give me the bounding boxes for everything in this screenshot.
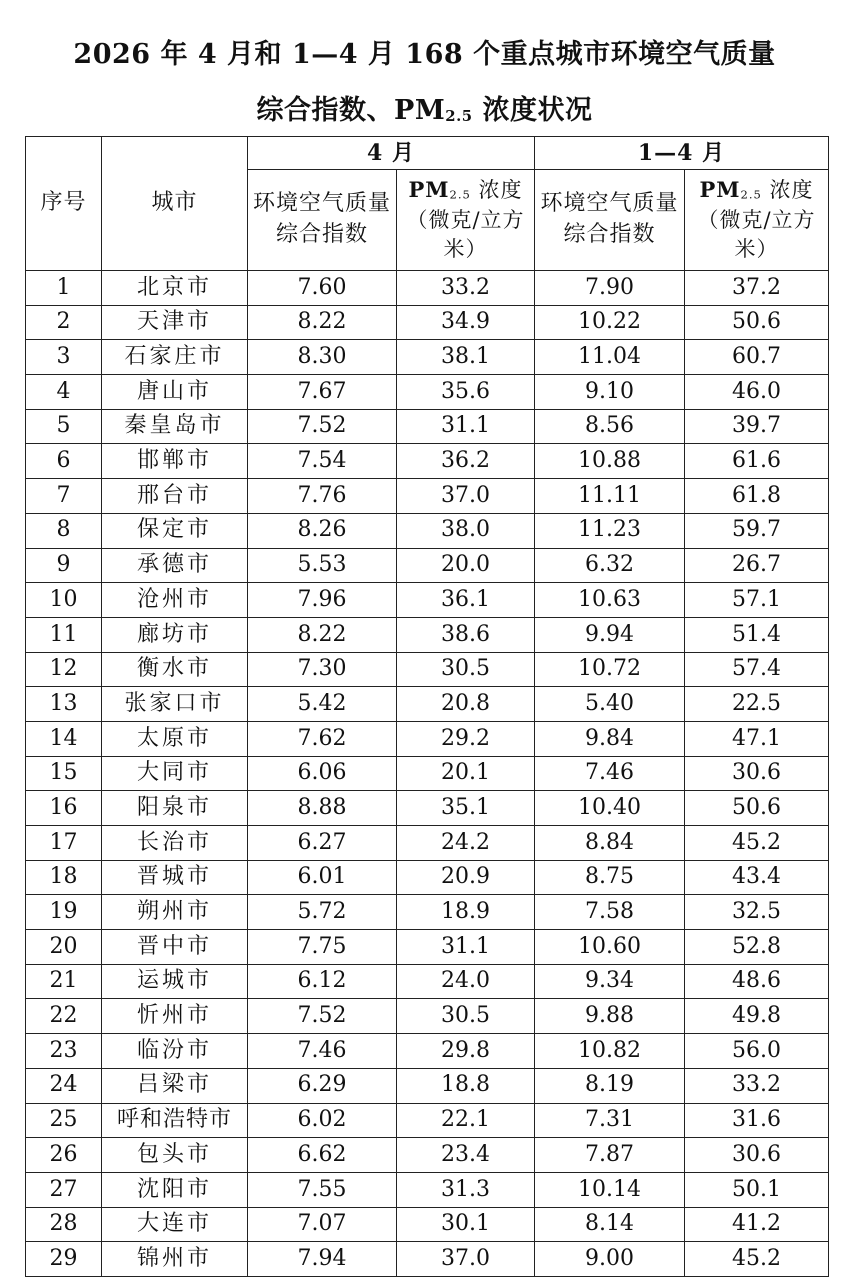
pm-label: PM — [699, 177, 741, 203]
cell-ytd-pm25: 61.8 — [685, 479, 829, 514]
cell-april-index: 7.60 — [248, 271, 397, 306]
cell-april-index: 5.42 — [248, 687, 397, 722]
pm-subscript: 2.5 — [449, 188, 471, 203]
cell-april-index: 7.55 — [248, 1172, 397, 1207]
cell-april-pm25: 30.5 — [397, 999, 535, 1034]
cell-ytd-index: 9.88 — [535, 999, 685, 1034]
cell-city: 朔州市 — [102, 895, 248, 930]
table-row — [26, 1138, 829, 1173]
table-row — [26, 375, 829, 410]
cell-city: 晋中市 — [102, 930, 248, 965]
cell-city: 太原市 — [102, 721, 248, 756]
cell-index: 8 — [26, 513, 102, 548]
cell-city: 廊坊市 — [102, 617, 248, 652]
cell-april-pm25: 36.2 — [397, 444, 535, 479]
cell-ytd-index: 8.14 — [535, 1207, 685, 1242]
header-index: 序号 — [26, 137, 102, 271]
cell-ytd-index: 11.11 — [535, 479, 685, 514]
table-row — [26, 548, 829, 583]
cell-april-index: 6.12 — [248, 964, 397, 999]
cell-ytd-pm25: 26.7 — [685, 548, 829, 583]
cell-index: 11 — [26, 617, 102, 652]
cell-april-pm25: 24.0 — [397, 964, 535, 999]
cell-ytd-index: 7.87 — [535, 1138, 685, 1173]
table-row — [26, 271, 829, 306]
table-row — [26, 756, 829, 791]
cell-ytd-index: 10.22 — [535, 305, 685, 340]
cell-ytd-index: 10.63 — [535, 583, 685, 618]
title-line2-prefix: 综合指数、PM — [256, 95, 446, 126]
header-april-pm25 — [397, 170, 535, 271]
cell-ytd-pm25: 61.6 — [685, 444, 829, 479]
cell-index: 4 — [26, 375, 102, 410]
table-row — [26, 964, 829, 999]
cell-index: 16 — [26, 791, 102, 826]
cell-ytd-index: 8.75 — [535, 860, 685, 895]
cell-ytd-index: 8.19 — [535, 1068, 685, 1103]
cell-april-index: 7.94 — [248, 1242, 397, 1277]
cell-city: 阳泉市 — [102, 791, 248, 826]
header-ytd-index: 环境空气质量综合指数 — [535, 170, 685, 271]
cell-april-pm25: 20.1 — [397, 756, 535, 791]
cell-ytd-pm25: 57.4 — [685, 652, 829, 687]
table-row — [26, 479, 829, 514]
table-body — [26, 271, 829, 1277]
cell-city: 邢台市 — [102, 479, 248, 514]
cell-april-pm25: 35.6 — [397, 375, 535, 410]
cell-april-index: 7.67 — [248, 375, 397, 410]
cell-ytd-index: 10.60 — [535, 930, 685, 965]
cell-april-pm25: 20.8 — [397, 687, 535, 722]
cell-ytd-pm25: 50.6 — [685, 791, 829, 826]
cell-city: 承德市 — [102, 548, 248, 583]
cell-april-index: 7.54 — [248, 444, 397, 479]
cell-index: 19 — [26, 895, 102, 930]
cell-april-index: 8.22 — [248, 305, 397, 340]
cell-ytd-pm25: 45.2 — [685, 1242, 829, 1277]
table-row — [26, 826, 829, 861]
cell-april-pm25: 31.1 — [397, 930, 535, 965]
cell-ytd-pm25: 30.6 — [685, 756, 829, 791]
cell-ytd-pm25: 59.7 — [685, 513, 829, 548]
cell-april-pm25: 35.1 — [397, 791, 535, 826]
cell-ytd-pm25: 50.6 — [685, 305, 829, 340]
cell-city: 秦皇岛市 — [102, 409, 248, 444]
header-april-index: 环境空气质量综合指数 — [248, 170, 397, 271]
header-ytd-pm25 — [685, 170, 829, 271]
cell-april-pm25: 34.9 — [397, 305, 535, 340]
cell-index: 28 — [26, 1207, 102, 1242]
cell-ytd-pm25: 46.0 — [685, 375, 829, 410]
table-row — [26, 617, 829, 652]
cell-ytd-pm25: 30.6 — [685, 1138, 829, 1173]
cell-ytd-pm25: 57.1 — [685, 583, 829, 618]
cell-ytd-pm25: 37.2 — [685, 271, 829, 306]
table-row — [26, 513, 829, 548]
cell-ytd-index: 8.56 — [535, 409, 685, 444]
cell-april-pm25: 36.1 — [397, 583, 535, 618]
cell-april-pm25: 31.3 — [397, 1172, 535, 1207]
cell-ytd-index: 9.84 — [535, 721, 685, 756]
table-row — [26, 340, 829, 375]
table-row — [26, 1207, 829, 1242]
cell-index: 14 — [26, 721, 102, 756]
table-header — [26, 137, 829, 271]
cell-index: 2 — [26, 305, 102, 340]
cell-april-pm25: 30.1 — [397, 1207, 535, 1242]
cell-april-index: 6.06 — [248, 756, 397, 791]
cell-april-pm25: 20.9 — [397, 860, 535, 895]
cell-index: 26 — [26, 1138, 102, 1173]
cell-city: 锦州市 — [102, 1242, 248, 1277]
cell-april-index: 8.26 — [248, 513, 397, 548]
cell-ytd-index: 7.90 — [535, 271, 685, 306]
cell-april-pm25: 33.2 — [397, 271, 535, 306]
cell-index: 24 — [26, 1068, 102, 1103]
header-group-jan-apr: 1—4 月 — [535, 137, 829, 170]
cell-april-index: 7.52 — [248, 409, 397, 444]
cell-april-pm25: 38.6 — [397, 617, 535, 652]
cell-city: 忻州市 — [102, 999, 248, 1034]
cell-april-pm25: 18.8 — [397, 1068, 535, 1103]
cell-index: 20 — [26, 930, 102, 965]
cell-index: 25 — [26, 1103, 102, 1138]
cell-ytd-index: 10.40 — [535, 791, 685, 826]
cell-ytd-index: 10.88 — [535, 444, 685, 479]
cell-april-pm25: 30.5 — [397, 652, 535, 687]
cell-ytd-index: 6.32 — [535, 548, 685, 583]
cell-april-index: 7.46 — [248, 1034, 397, 1069]
cell-april-pm25: 31.1 — [397, 409, 535, 444]
cell-city: 衡水市 — [102, 652, 248, 687]
cell-city: 石家庄市 — [102, 340, 248, 375]
table-row — [26, 930, 829, 965]
cell-index: 10 — [26, 583, 102, 618]
cell-city: 吕梁市 — [102, 1068, 248, 1103]
cell-city: 大连市 — [102, 1207, 248, 1242]
table-row — [26, 687, 829, 722]
cell-city: 大同市 — [102, 756, 248, 791]
table-row — [26, 409, 829, 444]
table-row — [26, 583, 829, 618]
cell-index: 29 — [26, 1242, 102, 1277]
cell-april-pm25: 37.0 — [397, 1242, 535, 1277]
page-title-line1: 2026 年 4 月和 1—4 月 168 个重点城市环境空气质量 — [73, 39, 776, 70]
cell-ytd-pm25: 56.0 — [685, 1034, 829, 1069]
cell-april-pm25: 38.0 — [397, 513, 535, 548]
cell-index: 1 — [26, 271, 102, 306]
table-row — [26, 1103, 829, 1138]
cell-april-pm25: 20.0 — [397, 548, 535, 583]
pm-subscript: 2.5 — [740, 188, 762, 203]
air-quality-table — [25, 136, 829, 1277]
cell-ytd-index: 5.40 — [535, 687, 685, 722]
cell-ytd-index: 10.14 — [535, 1172, 685, 1207]
cell-city: 邯郸市 — [102, 444, 248, 479]
table-row — [26, 895, 829, 930]
cell-ytd-pm25: 31.6 — [685, 1103, 829, 1138]
cell-city: 沈阳市 — [102, 1172, 248, 1207]
cell-city: 长治市 — [102, 826, 248, 861]
cell-index: 3 — [26, 340, 102, 375]
cell-ytd-pm25: 39.7 — [685, 409, 829, 444]
cell-ytd-index: 11.04 — [535, 340, 685, 375]
cell-ytd-index: 9.10 — [535, 375, 685, 410]
cell-index: 5 — [26, 409, 102, 444]
cell-city: 天津市 — [102, 305, 248, 340]
cell-april-index: 6.02 — [248, 1103, 397, 1138]
cell-ytd-pm25: 60.7 — [685, 340, 829, 375]
cell-ytd-index: 9.34 — [535, 964, 685, 999]
cell-ytd-index: 8.84 — [535, 826, 685, 861]
cell-april-index: 7.75 — [248, 930, 397, 965]
cell-april-index: 6.29 — [248, 1068, 397, 1103]
table-row — [26, 1068, 829, 1103]
title-line2-suffix: 浓度状况 — [472, 95, 593, 126]
cell-ytd-pm25: 22.5 — [685, 687, 829, 722]
cell-index: 21 — [26, 964, 102, 999]
cell-ytd-index: 10.72 — [535, 652, 685, 687]
table-row — [26, 999, 829, 1034]
table-row — [26, 305, 829, 340]
table-row — [26, 1034, 829, 1069]
cell-city: 沧州市 — [102, 583, 248, 618]
page-title-line2 — [0, 88, 849, 127]
table-row — [26, 1242, 829, 1277]
cell-index: 15 — [26, 756, 102, 791]
cell-index: 6 — [26, 444, 102, 479]
cell-index: 18 — [26, 860, 102, 895]
cell-april-index: 7.07 — [248, 1207, 397, 1242]
cell-april-pm25: 38.1 — [397, 340, 535, 375]
cell-index: 12 — [26, 652, 102, 687]
cell-april-pm25: 29.2 — [397, 721, 535, 756]
cell-city: 包头市 — [102, 1138, 248, 1173]
cell-april-pm25: 18.9 — [397, 895, 535, 930]
cell-april-pm25: 37.0 — [397, 479, 535, 514]
table-row — [26, 791, 829, 826]
cell-ytd-pm25: 43.4 — [685, 860, 829, 895]
cell-april-index: 6.62 — [248, 1138, 397, 1173]
cell-city: 张家口市 — [102, 687, 248, 722]
cell-april-pm25: 29.8 — [397, 1034, 535, 1069]
cell-ytd-index: 7.58 — [535, 895, 685, 930]
cell-april-index: 7.30 — [248, 652, 397, 687]
table-row — [26, 721, 829, 756]
cell-city: 保定市 — [102, 513, 248, 548]
cell-index: 23 — [26, 1034, 102, 1069]
cell-index: 7 — [26, 479, 102, 514]
cell-april-index: 8.88 — [248, 791, 397, 826]
cell-ytd-pm25: 51.4 — [685, 617, 829, 652]
cell-city: 呼和浩特市 — [102, 1103, 248, 1138]
table-row — [26, 1172, 829, 1207]
cell-april-pm25: 24.2 — [397, 826, 535, 861]
cell-april-index: 8.22 — [248, 617, 397, 652]
cell-ytd-index: 10.82 — [535, 1034, 685, 1069]
cell-april-index: 6.27 — [248, 826, 397, 861]
header-group-april: 4 月 — [248, 137, 535, 170]
cell-index: 9 — [26, 548, 102, 583]
cell-ytd-index: 7.31 — [535, 1103, 685, 1138]
cell-april-index: 5.72 — [248, 895, 397, 930]
cell-index: 22 — [26, 999, 102, 1034]
pm-unit-label: 浓度（微克/立方米） — [406, 178, 525, 262]
cell-ytd-index: 11.23 — [535, 513, 685, 548]
cell-index: 17 — [26, 826, 102, 861]
cell-ytd-index: 9.00 — [535, 1242, 685, 1277]
cell-city: 北京市 — [102, 271, 248, 306]
cell-april-index: 7.62 — [248, 721, 397, 756]
cell-city: 晋城市 — [102, 860, 248, 895]
cell-ytd-pm25: 50.1 — [685, 1172, 829, 1207]
cell-april-index: 8.30 — [248, 340, 397, 375]
cell-ytd-index: 9.94 — [535, 617, 685, 652]
cell-ytd-pm25: 33.2 — [685, 1068, 829, 1103]
cell-april-index: 7.76 — [248, 479, 397, 514]
header-city: 城市 — [102, 137, 248, 271]
cell-index: 27 — [26, 1172, 102, 1207]
cell-ytd-pm25: 52.8 — [685, 930, 829, 965]
cell-ytd-pm25: 32.5 — [685, 895, 829, 930]
table-row — [26, 652, 829, 687]
cell-ytd-pm25: 45.2 — [685, 826, 829, 861]
cell-index: 13 — [26, 687, 102, 722]
table-row — [26, 444, 829, 479]
cell-april-pm25: 23.4 — [397, 1138, 535, 1173]
table-row — [26, 860, 829, 895]
pm-unit-label: 浓度（微克/立方米） — [697, 178, 816, 262]
cell-april-pm25: 22.1 — [397, 1103, 535, 1138]
cell-city: 临汾市 — [102, 1034, 248, 1069]
title-pm-subscript: 2.5 — [445, 107, 473, 126]
cell-ytd-pm25: 49.8 — [685, 999, 829, 1034]
cell-ytd-index: 7.46 — [535, 756, 685, 791]
cell-city: 唐山市 — [102, 375, 248, 410]
cell-april-index: 5.53 — [248, 548, 397, 583]
cell-ytd-pm25: 47.1 — [685, 721, 829, 756]
cell-april-index: 7.52 — [248, 999, 397, 1034]
cell-city: 运城市 — [102, 964, 248, 999]
cell-ytd-pm25: 48.6 — [685, 964, 829, 999]
cell-april-index: 6.01 — [248, 860, 397, 895]
pm-label: PM — [408, 177, 450, 203]
cell-april-index: 7.96 — [248, 583, 397, 618]
cell-ytd-pm25: 41.2 — [685, 1207, 829, 1242]
